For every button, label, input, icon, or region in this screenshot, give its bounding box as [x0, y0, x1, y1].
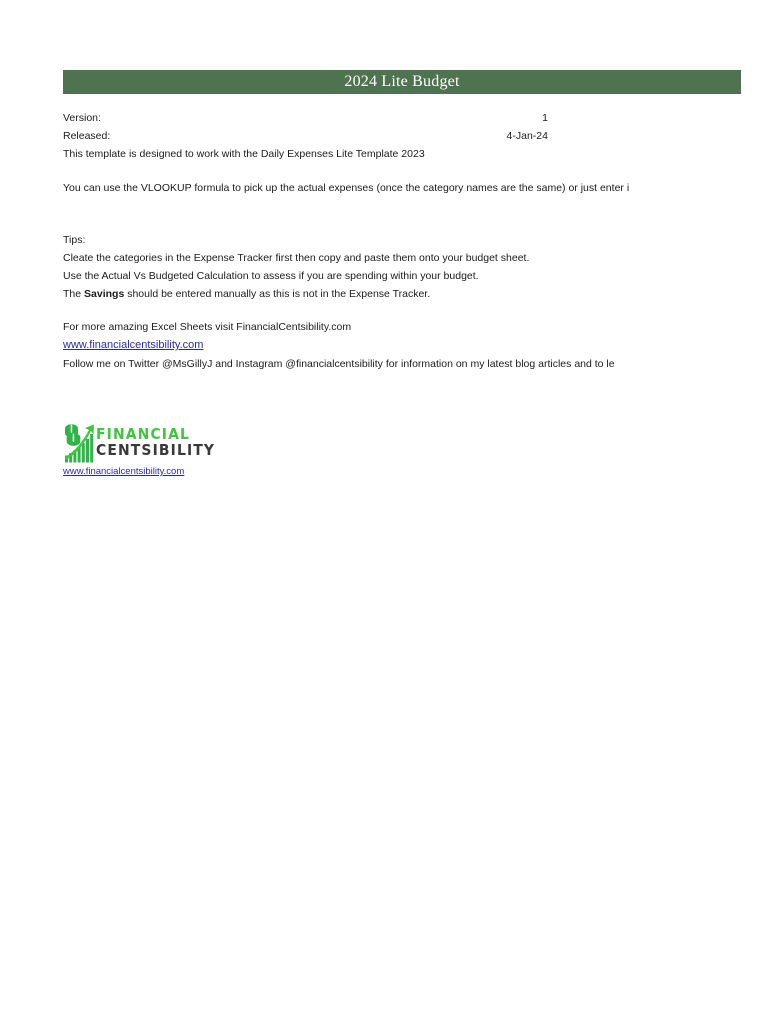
brand-website-link[interactable]: www.financialcentsibility.com [63, 466, 185, 477]
promo-visit-line: For more amazing Excel Sheets visit FinancialCentsibility.com [63, 321, 352, 333]
money-growth-chart-icon [62, 422, 96, 464]
tip-item-3 [63, 288, 430, 301]
tip-3-suffix: should be entered manually as this is not in the Expense Tracker. [124, 288, 431, 300]
version-label: Version: [63, 112, 101, 124]
page-title: 2024 Lite Budget [344, 73, 460, 90]
promo-website-row [63, 339, 203, 352]
website-link[interactable]: www.financialcentsibility.com [63, 339, 204, 351]
brand-url-row [63, 466, 184, 478]
brand-logo-block [62, 420, 234, 480]
released-label: Released: [63, 130, 111, 142]
tips-heading: Tips: [63, 234, 86, 246]
released-value: 4-Jan-24 [506, 130, 548, 142]
promo-social-line: Follow me on Twitter @MsGillyJ and Instagram @financialcentsibility for information on my latest blog articles and to le [63, 358, 615, 370]
brand-word-centsibility: CENTSIBILITY [96, 441, 216, 459]
page-title-banner [63, 70, 741, 94]
tip-3-savings-keyword: Savings [84, 288, 125, 300]
template-compatibility-note: This template is designed to work with the Daily Expenses Lite Template 2023 [63, 148, 425, 160]
tip-3-prefix: The [63, 288, 85, 300]
brand-word-financial: FINANCIAL [96, 425, 191, 443]
tip-item-2: Use the Actual Vs Budgeted Calculation to assess if you are spending within your budget. [63, 270, 479, 282]
tip-item-1: Cleate the categories in the Expense Tracker first then copy and paste them onto your budget sheet. [63, 252, 530, 264]
vlookup-instruction: You can use the VLOOKUP formula to pick up the actual expenses (once the category names are the same) or just enter i [63, 182, 630, 194]
brand-wordmark [96, 422, 232, 464]
version-value: 1 [542, 112, 548, 124]
